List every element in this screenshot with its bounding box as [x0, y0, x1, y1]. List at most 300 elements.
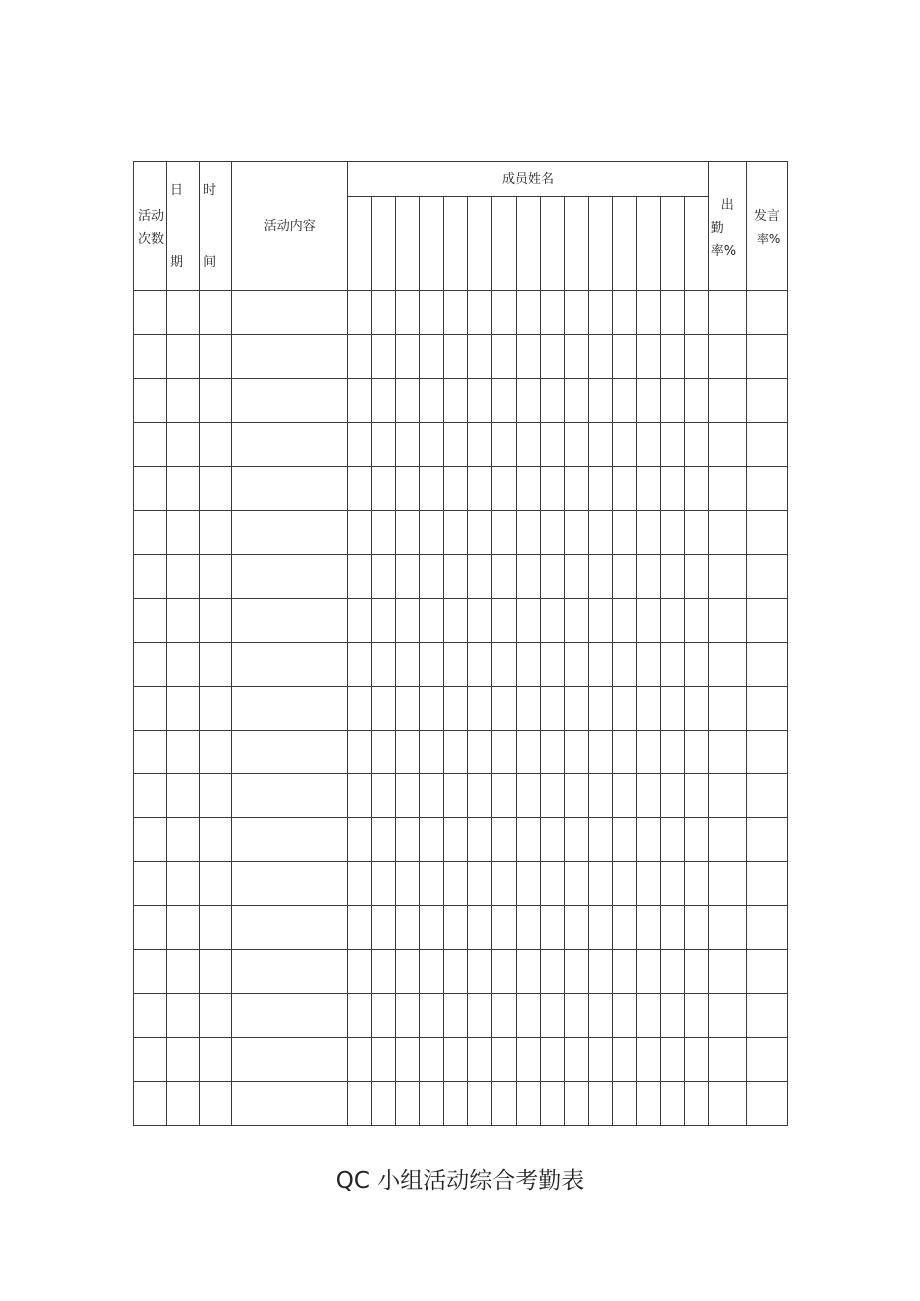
table-cell[interactable]: [540, 862, 564, 906]
table-cell[interactable]: [588, 730, 612, 774]
table-cell[interactable]: [564, 906, 588, 950]
table-cell[interactable]: [167, 1082, 200, 1126]
table-cell[interactable]: [660, 379, 684, 423]
table-cell[interactable]: [708, 994, 746, 1038]
table-cell[interactable]: [588, 1082, 612, 1126]
table-cell[interactable]: [444, 906, 468, 950]
table-cell[interactable]: [564, 686, 588, 730]
table-cell[interactable]: [660, 1082, 684, 1126]
member-name-cell[interactable]: [516, 197, 540, 291]
table-cell[interactable]: [167, 862, 200, 906]
table-cell[interactable]: [516, 686, 540, 730]
table-cell[interactable]: [200, 422, 232, 466]
table-cell[interactable]: [746, 466, 787, 510]
table-cell[interactable]: [492, 466, 516, 510]
table-cell[interactable]: [708, 1038, 746, 1082]
table-cell[interactable]: [684, 466, 708, 510]
table-cell[interactable]: [492, 862, 516, 906]
table-cell[interactable]: [516, 598, 540, 642]
member-name-cell[interactable]: [588, 197, 612, 291]
table-cell[interactable]: [200, 950, 232, 994]
table-cell[interactable]: [372, 994, 396, 1038]
table-cell[interactable]: [444, 335, 468, 379]
table-cell[interactable]: [420, 1082, 444, 1126]
table-cell[interactable]: [564, 730, 588, 774]
table-cell[interactable]: [420, 818, 444, 862]
table-cell[interactable]: [708, 466, 746, 510]
member-name-cell[interactable]: [684, 197, 708, 291]
table-cell[interactable]: [564, 1038, 588, 1082]
table-cell[interactable]: [588, 510, 612, 554]
table-cell[interactable]: [746, 906, 787, 950]
table-cell[interactable]: [746, 598, 787, 642]
table-cell[interactable]: [468, 642, 492, 686]
table-cell[interactable]: [420, 730, 444, 774]
table-cell[interactable]: [612, 862, 636, 906]
table-cell[interactable]: [516, 422, 540, 466]
table-cell[interactable]: [200, 598, 232, 642]
table-cell[interactable]: [684, 818, 708, 862]
table-cell[interactable]: [612, 379, 636, 423]
table-cell[interactable]: [420, 906, 444, 950]
table-cell[interactable]: [348, 466, 372, 510]
table-cell[interactable]: [396, 335, 420, 379]
table-cell[interactable]: [167, 335, 200, 379]
table-cell[interactable]: [134, 686, 167, 730]
table-cell[interactable]: [516, 1082, 540, 1126]
table-cell[interactable]: [396, 291, 420, 335]
table-cell[interactable]: [468, 510, 492, 554]
table-cell[interactable]: [516, 994, 540, 1038]
table-cell[interactable]: [564, 598, 588, 642]
table-cell[interactable]: [468, 994, 492, 1038]
table-cell[interactable]: [134, 818, 167, 862]
table-cell[interactable]: [612, 906, 636, 950]
table-cell[interactable]: [200, 730, 232, 774]
table-cell[interactable]: [564, 335, 588, 379]
table-cell[interactable]: [167, 466, 200, 510]
table-cell[interactable]: [444, 291, 468, 335]
table-cell[interactable]: [348, 291, 372, 335]
table-cell[interactable]: [396, 1038, 420, 1082]
table-cell[interactable]: [564, 818, 588, 862]
table-cell[interactable]: [492, 906, 516, 950]
table-cell[interactable]: [444, 379, 468, 423]
table-cell[interactable]: [200, 994, 232, 1038]
table-cell[interactable]: [167, 950, 200, 994]
table-cell[interactable]: [636, 906, 660, 950]
table-cell[interactable]: [134, 510, 167, 554]
table-cell[interactable]: [684, 291, 708, 335]
table-cell[interactable]: [612, 774, 636, 818]
table-cell[interactable]: [232, 1082, 348, 1126]
table-cell[interactable]: [746, 818, 787, 862]
table-cell[interactable]: [348, 994, 372, 1038]
table-cell[interactable]: [372, 379, 396, 423]
table-cell[interactable]: [612, 1038, 636, 1082]
table-cell[interactable]: [232, 730, 348, 774]
table-cell[interactable]: [660, 598, 684, 642]
table-cell[interactable]: [636, 291, 660, 335]
table-cell[interactable]: [348, 598, 372, 642]
table-cell[interactable]: [708, 774, 746, 818]
table-cell[interactable]: [708, 818, 746, 862]
table-cell[interactable]: [232, 466, 348, 510]
table-cell[interactable]: [348, 862, 372, 906]
table-cell[interactable]: [492, 642, 516, 686]
table-cell[interactable]: [372, 1082, 396, 1126]
table-cell[interactable]: [564, 422, 588, 466]
table-cell[interactable]: [420, 950, 444, 994]
table-cell[interactable]: [444, 818, 468, 862]
table-cell[interactable]: [684, 335, 708, 379]
table-cell[interactable]: [420, 379, 444, 423]
table-cell[interactable]: [516, 818, 540, 862]
table-cell[interactable]: [516, 774, 540, 818]
table-cell[interactable]: [200, 1082, 232, 1126]
table-cell[interactable]: [684, 422, 708, 466]
table-cell[interactable]: [492, 1038, 516, 1082]
table-cell[interactable]: [444, 510, 468, 554]
table-cell[interactable]: [200, 291, 232, 335]
table-cell[interactable]: [516, 642, 540, 686]
table-cell[interactable]: [708, 422, 746, 466]
table-cell[interactable]: [348, 335, 372, 379]
table-cell[interactable]: [396, 818, 420, 862]
table-cell[interactable]: [684, 862, 708, 906]
table-cell[interactable]: [396, 906, 420, 950]
table-cell[interactable]: [348, 730, 372, 774]
table-cell[interactable]: [636, 510, 660, 554]
table-cell[interactable]: [200, 335, 232, 379]
table-cell[interactable]: [468, 379, 492, 423]
table-cell[interactable]: [708, 291, 746, 335]
table-cell[interactable]: [200, 466, 232, 510]
table-cell[interactable]: [746, 730, 787, 774]
table-cell[interactable]: [746, 510, 787, 554]
table-cell[interactable]: [372, 422, 396, 466]
table-cell[interactable]: [167, 510, 200, 554]
table-cell[interactable]: [396, 642, 420, 686]
table-cell[interactable]: [636, 818, 660, 862]
table-cell[interactable]: [540, 906, 564, 950]
table-cell[interactable]: [588, 422, 612, 466]
table-cell[interactable]: [200, 642, 232, 686]
table-cell[interactable]: [708, 1082, 746, 1126]
table-cell[interactable]: [612, 422, 636, 466]
table-cell[interactable]: [420, 554, 444, 598]
table-cell[interactable]: [420, 598, 444, 642]
table-cell[interactable]: [540, 1082, 564, 1126]
table-cell[interactable]: [492, 335, 516, 379]
table-cell[interactable]: [134, 1082, 167, 1126]
table-cell[interactable]: [444, 422, 468, 466]
table-cell[interactable]: [708, 862, 746, 906]
table-cell[interactable]: [134, 379, 167, 423]
table-cell[interactable]: [468, 1038, 492, 1082]
table-cell[interactable]: [444, 598, 468, 642]
table-cell[interactable]: [564, 774, 588, 818]
table-cell[interactable]: [420, 686, 444, 730]
table-cell[interactable]: [684, 598, 708, 642]
table-cell[interactable]: [588, 686, 612, 730]
table-cell[interactable]: [660, 730, 684, 774]
table-cell[interactable]: [232, 335, 348, 379]
table-cell[interactable]: [612, 1082, 636, 1126]
table-cell[interactable]: [134, 774, 167, 818]
table-cell[interactable]: [444, 862, 468, 906]
table-cell[interactable]: [684, 950, 708, 994]
table-cell[interactable]: [492, 818, 516, 862]
table-cell[interactable]: [444, 994, 468, 1038]
table-cell[interactable]: [684, 1082, 708, 1126]
table-cell[interactable]: [468, 335, 492, 379]
table-cell[interactable]: [746, 774, 787, 818]
table-cell[interactable]: [134, 1038, 167, 1082]
table-cell[interactable]: [200, 862, 232, 906]
table-cell[interactable]: [134, 642, 167, 686]
table-cell[interactable]: [564, 994, 588, 1038]
table-cell[interactable]: [372, 730, 396, 774]
table-cell[interactable]: [492, 422, 516, 466]
table-cell[interactable]: [372, 291, 396, 335]
table-cell[interactable]: [134, 906, 167, 950]
table-cell[interactable]: [746, 994, 787, 1038]
table-cell[interactable]: [746, 554, 787, 598]
member-name-cell[interactable]: [492, 197, 516, 291]
table-cell[interactable]: [660, 510, 684, 554]
table-cell[interactable]: [612, 335, 636, 379]
table-cell[interactable]: [420, 291, 444, 335]
table-cell[interactable]: [636, 686, 660, 730]
table-cell[interactable]: [708, 642, 746, 686]
table-cell[interactable]: [588, 818, 612, 862]
table-cell[interactable]: [540, 510, 564, 554]
table-cell[interactable]: [232, 379, 348, 423]
table-cell[interactable]: [372, 686, 396, 730]
table-cell[interactable]: [684, 510, 708, 554]
table-cell[interactable]: [468, 906, 492, 950]
table-cell[interactable]: [420, 994, 444, 1038]
table-cell[interactable]: [348, 906, 372, 950]
table-cell[interactable]: [200, 906, 232, 950]
table-cell[interactable]: [468, 598, 492, 642]
table-cell[interactable]: [746, 1038, 787, 1082]
table-cell[interactable]: [348, 422, 372, 466]
table-cell[interactable]: [516, 906, 540, 950]
table-cell[interactable]: [708, 335, 746, 379]
table-cell[interactable]: [516, 730, 540, 774]
table-cell[interactable]: [232, 510, 348, 554]
table-cell[interactable]: [564, 1082, 588, 1126]
member-name-cell[interactable]: [468, 197, 492, 291]
table-cell[interactable]: [708, 598, 746, 642]
table-cell[interactable]: [684, 642, 708, 686]
table-cell[interactable]: [564, 466, 588, 510]
table-cell[interactable]: [232, 598, 348, 642]
table-cell[interactable]: [516, 291, 540, 335]
table-cell[interactable]: [516, 950, 540, 994]
table-cell[interactable]: [444, 642, 468, 686]
table-cell[interactable]: [134, 335, 167, 379]
table-cell[interactable]: [444, 1082, 468, 1126]
table-cell[interactable]: [492, 291, 516, 335]
table-cell[interactable]: [232, 554, 348, 598]
member-name-cell[interactable]: [372, 197, 396, 291]
table-cell[interactable]: [167, 686, 200, 730]
table-cell[interactable]: [468, 950, 492, 994]
table-cell[interactable]: [396, 422, 420, 466]
table-cell[interactable]: [167, 598, 200, 642]
table-cell[interactable]: [348, 379, 372, 423]
table-cell[interactable]: [420, 335, 444, 379]
table-cell[interactable]: [420, 1038, 444, 1082]
table-cell[interactable]: [636, 774, 660, 818]
table-cell[interactable]: [564, 862, 588, 906]
table-cell[interactable]: [232, 422, 348, 466]
table-cell[interactable]: [348, 1082, 372, 1126]
table-cell[interactable]: [348, 818, 372, 862]
table-cell[interactable]: [588, 598, 612, 642]
table-cell[interactable]: [612, 554, 636, 598]
table-cell[interactable]: [612, 466, 636, 510]
table-cell[interactable]: [660, 950, 684, 994]
table-cell[interactable]: [348, 554, 372, 598]
table-cell[interactable]: [612, 598, 636, 642]
table-cell[interactable]: [636, 730, 660, 774]
table-cell[interactable]: [492, 994, 516, 1038]
table-cell[interactable]: [468, 686, 492, 730]
table-cell[interactable]: [660, 422, 684, 466]
table-cell[interactable]: [746, 335, 787, 379]
table-cell[interactable]: [708, 950, 746, 994]
table-cell[interactable]: [468, 291, 492, 335]
table-cell[interactable]: [588, 774, 612, 818]
table-cell[interactable]: [372, 642, 396, 686]
table-cell[interactable]: [684, 906, 708, 950]
table-cell[interactable]: [660, 906, 684, 950]
table-cell[interactable]: [167, 1038, 200, 1082]
table-cell[interactable]: [200, 379, 232, 423]
table-cell[interactable]: [636, 554, 660, 598]
table-cell[interactable]: [564, 642, 588, 686]
table-cell[interactable]: [200, 818, 232, 862]
table-cell[interactable]: [372, 335, 396, 379]
table-cell[interactable]: [134, 554, 167, 598]
table-cell[interactable]: [396, 598, 420, 642]
table-cell[interactable]: [492, 774, 516, 818]
table-cell[interactable]: [396, 1082, 420, 1126]
table-cell[interactable]: [167, 906, 200, 950]
table-cell[interactable]: [492, 686, 516, 730]
table-cell[interactable]: [232, 291, 348, 335]
table-cell[interactable]: [348, 1038, 372, 1082]
table-cell[interactable]: [167, 642, 200, 686]
table-cell[interactable]: [636, 862, 660, 906]
table-cell[interactable]: [232, 862, 348, 906]
table-cell[interactable]: [588, 862, 612, 906]
table-cell[interactable]: [167, 291, 200, 335]
table-cell[interactable]: [232, 774, 348, 818]
table-cell[interactable]: [588, 642, 612, 686]
member-name-cell[interactable]: [348, 197, 372, 291]
table-cell[interactable]: [444, 774, 468, 818]
table-cell[interactable]: [564, 291, 588, 335]
table-cell[interactable]: [167, 774, 200, 818]
table-cell[interactable]: [540, 598, 564, 642]
table-cell[interactable]: [660, 335, 684, 379]
table-cell[interactable]: [420, 510, 444, 554]
table-cell[interactable]: [492, 950, 516, 994]
table-cell[interactable]: [612, 686, 636, 730]
table-cell[interactable]: [167, 994, 200, 1038]
table-cell[interactable]: [372, 554, 396, 598]
table-cell[interactable]: [167, 818, 200, 862]
table-cell[interactable]: [232, 818, 348, 862]
table-cell[interactable]: [444, 1038, 468, 1082]
table-cell[interactable]: [420, 422, 444, 466]
table-cell[interactable]: [396, 510, 420, 554]
table-cell[interactable]: [540, 994, 564, 1038]
table-cell[interactable]: [660, 1038, 684, 1082]
table-cell[interactable]: [134, 598, 167, 642]
table-cell[interactable]: [746, 1082, 787, 1126]
table-cell[interactable]: [588, 1038, 612, 1082]
table-cell[interactable]: [636, 1082, 660, 1126]
table-cell[interactable]: [684, 994, 708, 1038]
table-cell[interactable]: [134, 730, 167, 774]
table-cell[interactable]: [660, 642, 684, 686]
table-cell[interactable]: [612, 994, 636, 1038]
table-cell[interactable]: [540, 642, 564, 686]
table-cell[interactable]: [200, 1038, 232, 1082]
table-cell[interactable]: [708, 379, 746, 423]
table-cell[interactable]: [516, 510, 540, 554]
table-cell[interactable]: [540, 466, 564, 510]
table-cell[interactable]: [372, 906, 396, 950]
table-cell[interactable]: [684, 379, 708, 423]
table-cell[interactable]: [492, 730, 516, 774]
table-cell[interactable]: [516, 335, 540, 379]
table-cell[interactable]: [134, 994, 167, 1038]
table-cell[interactable]: [660, 466, 684, 510]
table-cell[interactable]: [564, 554, 588, 598]
table-cell[interactable]: [540, 554, 564, 598]
table-cell[interactable]: [167, 554, 200, 598]
table-cell[interactable]: [746, 642, 787, 686]
table-cell[interactable]: [396, 554, 420, 598]
table-cell[interactable]: [468, 554, 492, 598]
table-cell[interactable]: [468, 862, 492, 906]
table-cell[interactable]: [708, 510, 746, 554]
table-cell[interactable]: [636, 1038, 660, 1082]
table-cell[interactable]: [516, 862, 540, 906]
table-cell[interactable]: [660, 994, 684, 1038]
table-cell[interactable]: [588, 906, 612, 950]
table-cell[interactable]: [396, 730, 420, 774]
table-cell[interactable]: [200, 774, 232, 818]
table-cell[interactable]: [232, 642, 348, 686]
table-cell[interactable]: [348, 686, 372, 730]
table-cell[interactable]: [468, 1082, 492, 1126]
table-cell[interactable]: [540, 335, 564, 379]
table-cell[interactable]: [396, 466, 420, 510]
table-cell[interactable]: [420, 466, 444, 510]
member-name-cell[interactable]: [612, 197, 636, 291]
table-cell[interactable]: [200, 510, 232, 554]
table-cell[interactable]: [684, 774, 708, 818]
table-cell[interactable]: [660, 554, 684, 598]
